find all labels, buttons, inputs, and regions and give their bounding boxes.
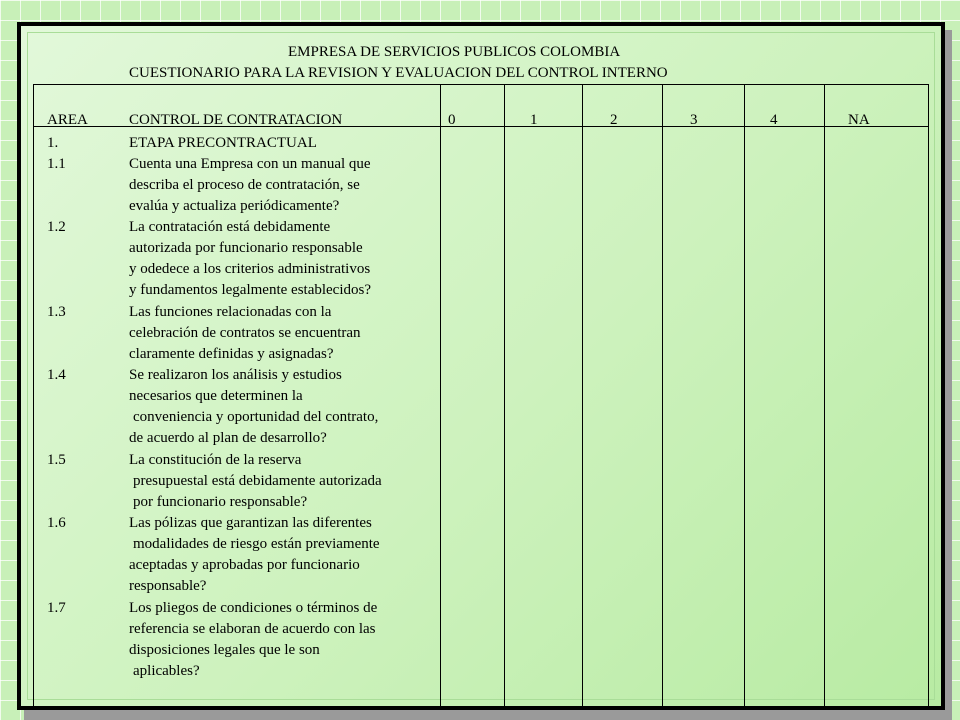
question-text-line: necesarios que determinen la xyxy=(129,388,303,404)
column-divider-1 xyxy=(504,84,505,710)
question-text-line: aceptadas y aprobadas por funcionario xyxy=(129,557,360,573)
score-header-3: 3 xyxy=(690,112,698,128)
section-title: ETAPA PRECONTRACTUAL xyxy=(129,135,317,151)
question-number: 1.5 xyxy=(47,452,66,468)
question-text-line: y fundamentos legalmente establecidos? xyxy=(129,282,371,298)
question-number: 1.4 xyxy=(47,367,66,383)
question-text-line: de acuerdo al plan de desarrollo? xyxy=(129,430,327,446)
question-text-line: por funcionario responsable? xyxy=(133,494,308,510)
score-header-1: 1 xyxy=(530,112,538,128)
table-right-border xyxy=(928,84,929,710)
question-text-line: Cuenta una Empresa con un manual que xyxy=(129,156,371,172)
question-text-line: conveniencia y oportunidad del contrato, xyxy=(133,409,379,425)
question-number: 1.7 xyxy=(47,600,66,616)
question-number: 1.3 xyxy=(47,304,66,320)
question-text-line: Se realizaron los análisis y estudios xyxy=(129,367,342,383)
table-left-border xyxy=(33,84,34,710)
score-header-0: 0 xyxy=(448,112,456,128)
question-text-line: La contratación está debidamente xyxy=(129,219,331,235)
question-text-line: evalúa y actualiza periódicamente? xyxy=(129,198,340,214)
question-text-line: La constitución de la reserva xyxy=(129,452,302,468)
table-top-border xyxy=(33,84,929,85)
question-text-line: claramente definidas y asignadas? xyxy=(129,346,334,362)
column-divider-4 xyxy=(744,84,745,710)
area-label: AREA xyxy=(47,112,88,128)
question-number: 1.2 xyxy=(47,219,66,235)
question-text-line: autorizada por funcionario responsable xyxy=(129,240,363,256)
question-text-line: aplicables? xyxy=(133,663,200,679)
question-text-line: Las pólizas que garantizan las diferentes xyxy=(129,515,372,531)
question-text-line: presupuestal está debidamente autorizada xyxy=(133,473,382,489)
area-title: CONTROL DE CONTRATACION xyxy=(129,112,343,128)
column-divider-2 xyxy=(582,84,583,710)
question-number: 1.6 xyxy=(47,515,66,531)
question-number: 1.1 xyxy=(47,156,66,172)
question-text-line: responsable? xyxy=(129,578,207,594)
section-number: 1. xyxy=(47,135,59,151)
questionnaire-title: CUESTIONARIO PARA LA REVISION Y EVALUACION DEL CONTROL INTERNO xyxy=(129,65,668,81)
question-text-line: celebración de contratos se encuentran xyxy=(129,325,361,341)
question-text-line: y odedece a los criterios administrativos xyxy=(129,261,371,277)
score-header-4: 4 xyxy=(770,112,778,128)
question-text-line: Los pliegos de condiciones o términos de xyxy=(129,600,378,616)
company-title: EMPRESA DE SERVICIOS PUBLICOS COLOMBIA xyxy=(288,44,621,60)
question-text-line: describa el proceso de contratación, se xyxy=(129,177,360,193)
question-text-line: referencia se elaboran de acuerdo con las xyxy=(129,621,376,637)
question-text-line: disposiciones legales que le son xyxy=(129,642,320,658)
column-divider-5 xyxy=(824,84,825,710)
score-header-na: NA xyxy=(848,112,870,128)
column-divider-3 xyxy=(662,84,663,710)
score-header-2: 2 xyxy=(610,112,618,128)
slide xyxy=(17,22,945,710)
question-text-line: modalidades de riesgo están previamente xyxy=(133,536,380,552)
column-divider-0 xyxy=(440,84,441,710)
question-text-line: Las funciones relacionadas con la xyxy=(129,304,332,320)
